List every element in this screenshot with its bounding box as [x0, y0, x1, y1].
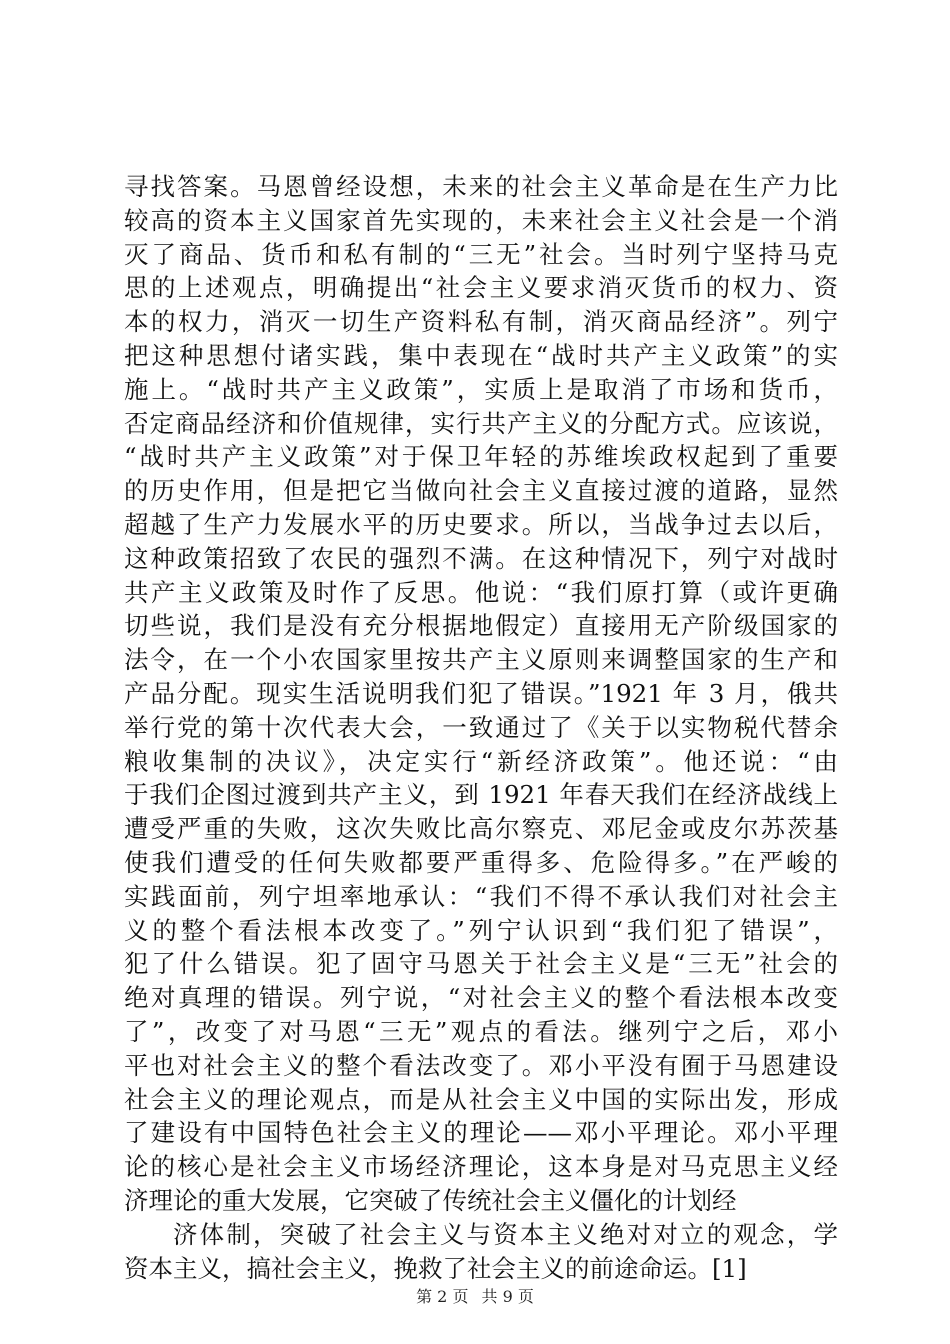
text-line: 了”，改变了对马恩“三无”观点的看法。继列宁之后，邓小 [124, 1016, 838, 1046]
text-line: 济理论的重大发展，它突破了传统社会主义僵化的计划经 [124, 1185, 737, 1215]
text-line: 社会主义的理论观点，而是从社会主义中国的实际出发，形成 [124, 1084, 838, 1114]
text-line: 犯了什么错误。犯了固守马恩关于社会主义是“三无”社会的 [124, 949, 838, 979]
text-line: 平也对社会主义的整个看法改变了。邓小平没有囿于马恩建设 [124, 1050, 838, 1080]
text-line: 举行党的第十次代表大会，一致通过了《关于以实物税代替余 [124, 712, 838, 742]
paragraph-2 [124, 1218, 838, 1286]
text-line: 寻找答案。马恩曾经设想，未来的社会主义革命是在生产力比 [124, 172, 838, 201]
text-line: 的历史作用，但是把它当做向社会主义直接过渡的道路，显然 [124, 476, 838, 506]
body-text [124, 170, 838, 1285]
text-line: 切些说，我们是没有充分根据地假定）直接用无产阶级国家的 [124, 611, 838, 641]
text-line: 论的核心是社会主义市场经济理论，这本身是对马克思主义经 [124, 1152, 838, 1182]
text-line: 超越了生产力发展水平的历史要求。所以，当战争过去以后， [124, 509, 838, 539]
text-line: 施上。“战时共产主义政策”，实质上是取消了市场和货币， [124, 374, 838, 404]
text-line: 济体制，突破了社会主义与资本主义绝对对立的观念，学 [173, 1219, 838, 1249]
text-line: 于我们企图过渡到共产主义，到 1921 年春天我们在经济战线上 [124, 780, 838, 810]
text-line: 粮收集制的决议》，决定实行“新经济政策”。他还说：“由 [124, 746, 838, 776]
text-line: 实践面前，列宁坦率地承认：“我们不得不承认我们对社会主 [124, 881, 838, 911]
page-number: 第 2 页 [416, 1287, 469, 1306]
text-line: “战时共产主义政策”对于保卫年轻的苏维埃政权起到了重要 [124, 442, 838, 472]
text-line: 资本主义，搞社会主义，挽救了社会主义的前途命运。[1] [124, 1253, 747, 1283]
text-line: 把这种思想付诸实践，集中表现在“战时共产主义政策”的实 [124, 340, 838, 370]
text-line: 灭了商品、货币和私有制的“三无”社会。当时列宁坚持马克 [124, 239, 838, 269]
text-line: 法令，在一个小农国家里按共产主义原则来调整国家的生产和 [124, 645, 838, 675]
text-line: 了建设有中国特色社会主义的理论——邓小平理论。邓小平理 [124, 1118, 838, 1148]
text-line: 产品分配。现实生活说明我们犯了错误。”1921 年 3 月，俄共 [124, 678, 838, 708]
text-line: 本的权力，消灭一切生产资料私有制，消灭商品经济”。列宁 [124, 307, 838, 337]
text-line: 遭受严重的失败，这次失败比高尔察克、邓尼金或皮尔苏茨基 [124, 814, 838, 844]
text-line: 否定商品经济和价值规律，实行共产主义的分配方式。应该说， [124, 408, 838, 438]
text-line: 思的上述观点，明确提出“社会主义要求消灭货币的权力、资 [124, 273, 838, 303]
text-line: 共产主义政策及时作了反思。他说：“我们原打算（或许更确 [124, 577, 838, 607]
page-footer [0, 1284, 950, 1307]
text-line: 较高的资本主义国家首先实现的，未来社会主义社会是一个消 [124, 205, 838, 235]
page-total: 共 9 页 [481, 1287, 534, 1306]
text-line: 使我们遭受的任何失败都要严重得多、危险得多。”在严峻的 [124, 847, 838, 877]
text-line: 义的整个看法根本改变了。”列宁认识到“我们犯了错误”， [124, 915, 838, 945]
text-line: 绝对真理的错误。列宁说，“对社会主义的整个看法根本改变 [124, 983, 838, 1013]
text-line: 这种政策招致了农民的强烈不满。在这种情况下，列宁对战时 [124, 543, 838, 573]
paragraph-1 [124, 170, 838, 1218]
